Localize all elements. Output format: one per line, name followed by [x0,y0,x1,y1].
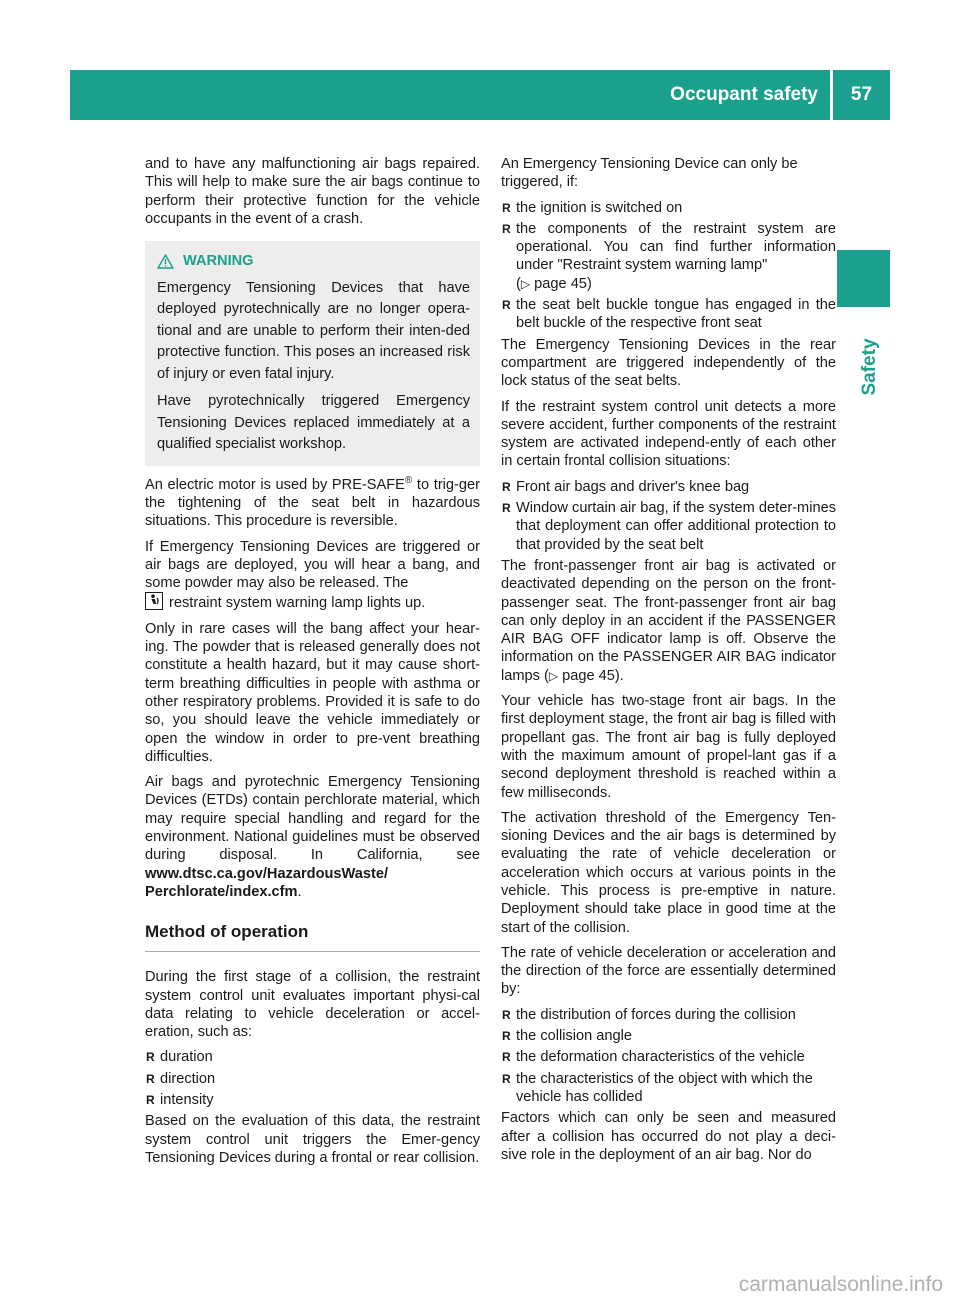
perchlorate-end: . [297,883,302,900]
header-bar [70,70,890,120]
bullet-icon: R [502,1029,511,1044]
threshold-paragraph: The activation threshold of the Emergency Ten-sioning Devices and the air bags is determined by evaluating the rate of vehicle deceleration or acceleration which occurs at various points in the vehicle. This process is pre-emptive in nature. Deployment should take place in good time at the start of the collision. [501,809,836,936]
list-item [501,199,836,217]
lamp-paragraph [145,592,480,612]
warning-text-1: Emergency Tensioning Devices that have deployed pyrotechnically are no longer opera-tional and are unable to perform their inten-ded protective function. This poses an increased risk of injury or even fatal injury. [157,279,470,382]
side-tab-text: Safety [859,338,880,396]
page-reference-link[interactable]: page 45 [534,275,587,292]
warning-box [145,241,480,466]
warning-text-2: Have pyrotechnically triggered Emergency Tensioning Devices replaced immediately at a qualified specialist workshop. [157,393,470,453]
list-item [501,1048,836,1066]
bullet-icon: R [502,298,511,313]
list-item [501,1070,836,1107]
list-item [145,1048,480,1066]
bullet-icon: R [146,1050,155,1065]
rate-paragraph: The rate of vehicle deceleration or acceleration and the direction of the force are essentially determined by: [501,944,836,998]
bullet-icon: R [502,1050,511,1065]
bullet-icon: R [502,1007,511,1022]
restraint-warning-lamp-icon [145,592,163,610]
page-ref-arrow-icon: ▷ [520,276,531,291]
list-item [501,499,836,554]
etd-list [501,199,836,333]
bullet-icon: R [146,1093,155,1107]
perchlorate-paragraph [145,773,480,901]
list-item-text: the distribution of forces during the collision [516,1006,796,1023]
factors-paragraph: Factors which can only be seen and measured after a collision has occurred do not play a deci-sive role in the deployment of an air bag. Nor do [501,1110,836,1163]
list-item-text: Front air bags and driver's knee bag [516,478,750,495]
list-item [501,1027,836,1045]
bullet-icon: R [146,1071,155,1086]
registered-mark: ® [404,474,413,486]
etd-paragraph: An Emergency Tensioning Device can only be triggered, if: [501,156,798,191]
passenger-end: ). [614,667,624,684]
list-item-text: the characteristics of the object with which the vehicle has collided [516,1070,813,1105]
perchlorate-text: Air bags and pyrotechnic Emergency Tensioning Devices (ETDs) contain perchlorate material, which may require special handling and regard for the environment. National guidelines must be observed during disposal. In California, see [145,774,480,864]
perchlorate-link[interactable]: www.dtsc.ca.gov/HazardousWaste/ Perchlorate/index.cfm [145,865,389,900]
page-title: Occupant safety [670,84,818,105]
pre-safe-text-end: to trig-ger the tightening of the seat belt in hazardous situations. This procedure is reversible. [145,476,480,530]
right-column [501,155,836,1171]
list-item [145,1070,480,1088]
bullet-icon: R [502,200,511,215]
list-item-text: the deformation characteristics of the vehicle [516,1049,805,1066]
severe-list [501,478,836,554]
bullet-icon: R [502,221,511,236]
list-item [501,478,836,496]
pre-safe-paragraph [145,476,480,531]
bullet-icon: R [502,501,511,516]
passenger-text: The front-passenger front air bag is activated or deactivated depending on the person on the front-passenger seat. The front-passenger front air bag can only deploy in an accident if the PASSENGER AIR BAG OFF indicator lamp is off. Observe the information on the PASSENGER AIR BAG indicator lamps ( [501,557,836,684]
method-list [145,1048,480,1109]
rate-list [501,1006,836,1106]
list-item-text: the seat belt buckle tongue has engaged in the belt buckle of the respective front seat [516,297,836,332]
list-item-text: the ignition is switched on [516,199,683,216]
list-item-text: intensity [160,1092,214,1108]
list-item [501,296,836,333]
bullet-icon: R [502,479,511,494]
list-item [501,1006,836,1024]
method-paragraph: During the first stage of a collision, the restraint system control unit evaluates important physi-cal data relating to vehicle deceleration or accel-eration, such as: [145,969,480,1041]
list-item-text: the collision angle [516,1028,633,1045]
page-number: 57 [850,84,873,105]
based-paragraph: Based on the evaluation of this data, the restraint system control unit triggers the Emer-gency Tensioning Devices during a frontal or rear collision. [145,1113,480,1166]
section-heading: Method of operation [145,921,480,952]
bullet-icon: R [502,1071,511,1086]
severe-paragraph: If the restraint system control unit detects a more severe accident, further components of the restraint system are activated independ-ently of each other in certain frontal collision situations: [501,398,836,470]
rear-paragraph: The Emergency Tensioning Devices in the rear compartment are triggered independently of the lock status of the seat belts. [501,336,836,390]
warning-triangle-icon [157,254,174,269]
left-column [145,155,480,1174]
list-item-text: duration [160,1049,213,1066]
watermark: carmanualsonline.info [738,1273,943,1296]
side-tab [837,250,890,307]
rare-cases-paragraph: Only in rare cases will the bang affect your hear-ing. The powder that is released generally does not constitute a health hazard, but it may cause short-term breathing difficulties in people with asthma or other respiratory problems. Provided it is safe to do so, you should leave the vehicle immediately or open the window in order to pre-vent breathing difficulties. [145,620,480,765]
list-item-text: the components of the restraint system are operational. You can find further information under "Restraint system warning lamp" [516,220,836,274]
triggered-paragraph [145,538,480,593]
passenger-paragraph [501,557,836,685]
page-ref-arrow-icon: ▷ [548,668,559,683]
triggered-text: If Emergency Tensioning Devices are triggered or air bags are deployed, you will hear a bang, and some powder may also be released. The [145,538,480,592]
warning-title: WARNING [183,253,254,270]
intro-paragraph: and to have any malfunctioning air bags repaired. This will help to make sure the air bags continue to perform their protective function for the vehicle occupants in the event of a crash. [145,156,480,227]
warning-header [157,251,470,273]
list-item-text: Window curtain air bag, if the system deter-mines that deployment can offer additional protection to that provided by the seat belt [516,500,836,553]
list-item: R the components of the restraint system are operational. You can find further information under "Restraint system warning lamp" (▷ page 45) [502,220,836,292]
side-tab-label [858,322,882,412]
list-item-text: direction [160,1070,216,1087]
two-stage-paragraph: Your vehicle has two-stage front air bags. In the first deployment stage, the front air bag is filled with propellant gas. The front air bag is fully deployed with the maximum amount of propel-lant gas if a second deployment threshold is reached within a few milliseconds. [501,693,836,801]
lamp-text: restraint system warning lamp lights up. [169,595,426,612]
pre-safe-text: An electric motor is used by PRE-SAFE [145,476,405,493]
list-item [145,1091,480,1109]
page-reference-link[interactable]: page 45 [562,667,615,684]
